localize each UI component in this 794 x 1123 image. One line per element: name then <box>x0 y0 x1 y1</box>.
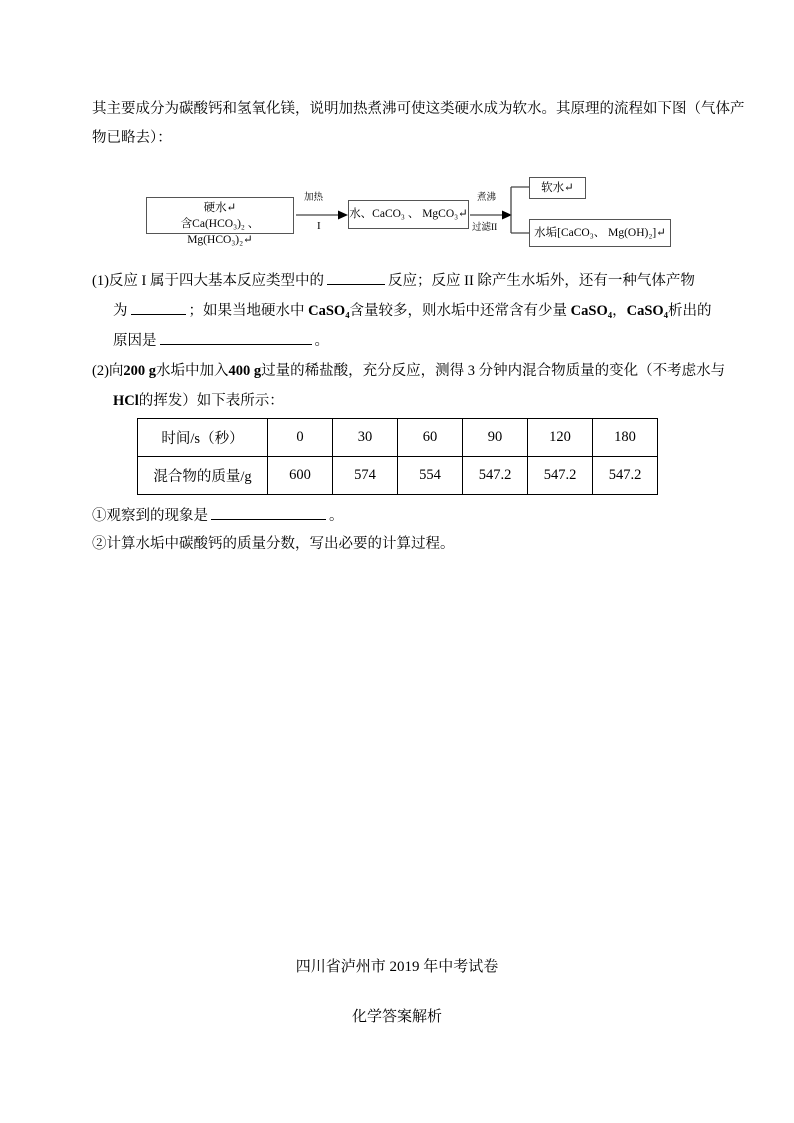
table-cell-mass-30: 574 <box>333 457 398 495</box>
table-cell-time-90: 90 <box>463 419 528 457</box>
q2-text-1b: 水垢中加入 <box>156 363 229 379</box>
sub1-period: 。 <box>329 508 344 524</box>
process-flow-diagram <box>92 166 720 258</box>
boil-label: 煮沸 <box>477 193 497 203</box>
sub-question-2: ②计算水垢中碳酸钙的质量分数，写出必要的计算过程。 <box>92 536 455 552</box>
hard-water-box <box>146 197 294 246</box>
q1-text-3a: 原因是 <box>113 333 157 349</box>
footer-answer-title: 化学答案解析 <box>351 1009 442 1025</box>
soft-water-box: 软水↵ <box>529 177 586 199</box>
question-1 <box>92 266 720 356</box>
q1-text-2e: 析出的 <box>668 303 712 319</box>
table-cell-time-60: 60 <box>398 419 463 457</box>
intro-line-2: 物已略去）： <box>92 130 172 146</box>
filter-step2-label: 过滤II <box>472 223 498 233</box>
caso4-formula: CaSO₄ <box>308 303 350 319</box>
fill-blank-observation <box>211 506 326 520</box>
sub-question-1 <box>92 502 720 530</box>
fill-blank-reason <box>160 331 312 345</box>
fill-blank-reaction-type <box>327 271 385 285</box>
q1-text-1b: 反应；反应 II 除产生水垢外，还有一种气体产物 <box>388 273 695 289</box>
caso4-formula: CaSO₄ <box>570 303 613 319</box>
question-1-line-3 <box>92 326 720 356</box>
hcl-formula: HCl <box>113 393 139 409</box>
table-cell-mass-60: 554 <box>398 457 463 495</box>
table-cell-mass-120: 547.2 <box>528 457 593 495</box>
table-row-time <box>138 419 658 457</box>
table-cell-mass-180: 547.2 <box>593 457 658 495</box>
table-header-time: 时间/s（秒） <box>138 419 268 457</box>
footer-exam-title: 四川省泸州市 2019 年中考试卷 <box>295 959 499 975</box>
q1-text-2c: 含量较多，则水垢中还常含有少量 <box>349 303 571 319</box>
table-header-mass: 混合物的质量/g <box>138 457 268 495</box>
hard-water-title: 硬水↵ <box>203 202 237 214</box>
q1-text-2a: 为 <box>113 303 128 319</box>
q2-text-1c: 过量的稀盐酸，充分反应，测得 3 分钟内混合物质量的变化（不考虑水与 <box>261 363 726 379</box>
intermediate-box: 水、CaCO₃ 、 MgCO₃↵ <box>348 200 469 229</box>
document-content <box>92 95 745 558</box>
table-cell-time-0: 0 <box>268 419 333 457</box>
measurement-table <box>137 418 658 495</box>
question-1-line-1 <box>92 266 720 296</box>
q1-text-3b: 。 <box>314 333 329 349</box>
mass-200g: 200 g <box>123 363 157 379</box>
mass-400g: 400 g <box>228 363 262 379</box>
intro-line-1: 其主要成分为碳酸钙和氢氧化镁，说明加热煮沸可使这类硬水成为软水。其原理的流程如下图（气体产 <box>92 101 745 117</box>
fill-blank-gas-product <box>131 301 186 315</box>
q2-text-1a: (2)向 <box>92 363 124 379</box>
q1-text-2b: ；如果当地硬水中 <box>188 303 309 319</box>
table-cell-mass-90: 547.2 <box>463 457 528 495</box>
hard-water-content: 含Ca(HCO₃)₂ 、 Mg(HCO₃)₂↵ <box>180 218 260 246</box>
caso4-formula: CaSO₄ <box>626 303 669 319</box>
question-2-line-1 <box>92 356 726 386</box>
q1-text-comma: ， <box>612 303 627 319</box>
heat-label: 加热 <box>304 193 324 203</box>
table-cell-time-120: 120 <box>528 419 593 457</box>
table-cell-mass-0: 600 <box>268 457 333 495</box>
table-cell-time-180: 180 <box>593 419 658 457</box>
step1-label: I <box>317 220 321 232</box>
question-1-line-2 <box>92 296 720 326</box>
q1-text-1a: (1)反应 I 属于四大基本反应类型中的 <box>92 273 324 289</box>
question-2 <box>92 356 726 416</box>
question-2-line-2 <box>92 386 720 416</box>
scale-box: 水垢[CaCO₃、 Mg(OH)₂]↵ <box>529 219 671 247</box>
table-cell-time-30: 30 <box>333 419 398 457</box>
sub1-text: ①观察到的现象是 <box>92 508 208 524</box>
q2-text-2: 的挥发）如下表所示： <box>138 393 284 409</box>
table-row-mass <box>138 457 658 495</box>
